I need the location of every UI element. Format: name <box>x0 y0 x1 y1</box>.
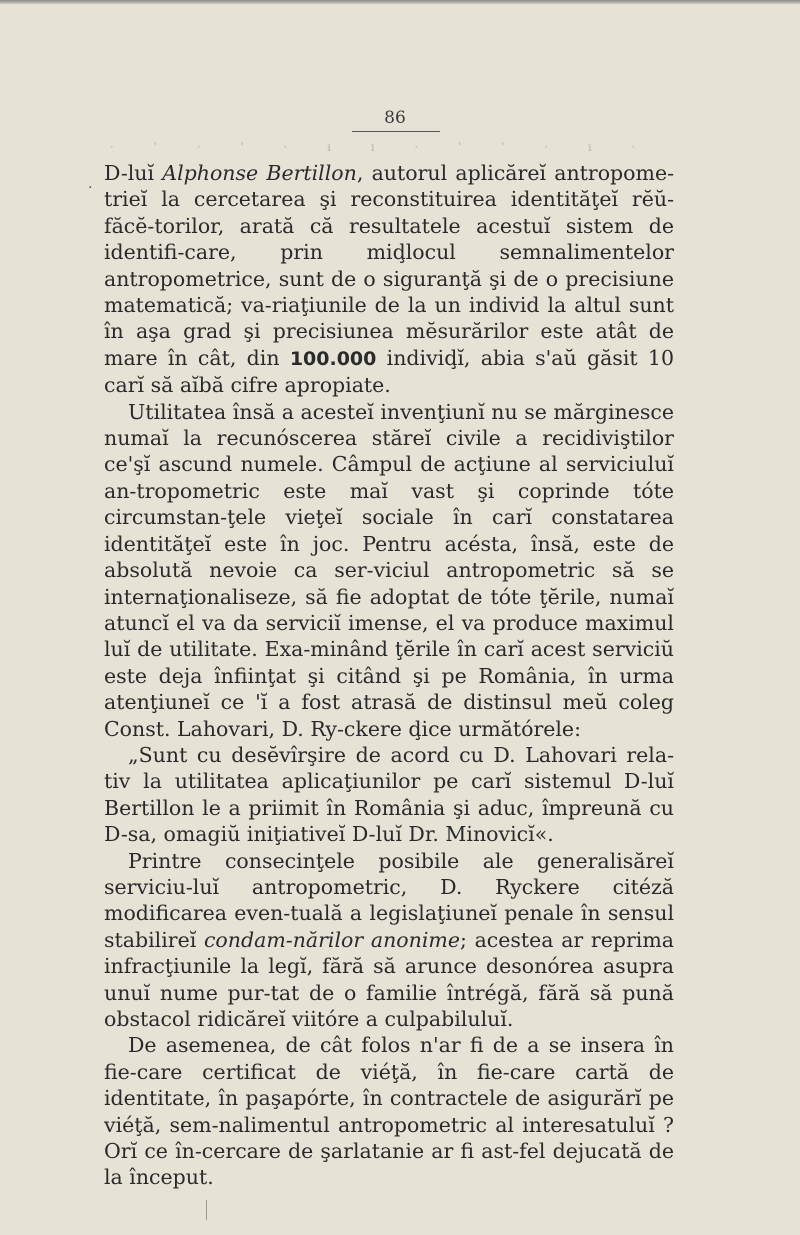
paragraph-p1 <box>104 160 674 399</box>
text-run: , autorul aplicăreĭ antropome-trieĭ la cercetarea şi reconstituirea identităţeĭ rĕŭ-făcĕ-torilor, arată că resultatele acestuĭ sistem de identifi-care, prin miḑlocul semnalimentelor antropometrice, sunt de o siguranţă şi de o precisiune matematică; va-riaţiunile de la un individ la altul sunt în aşa grad şi precisiunea mĕsurărilor este atât de mare în cât, din <box>104 161 674 370</box>
text-run: 100.000 <box>289 347 377 370</box>
text-run: condam-nărilor anonime <box>203 927 460 952</box>
text-run: indiviḑĭ, abia s'aŭ găsit 10 carĭ să aĭbă cifre apropiate. <box>104 345 674 398</box>
print-specks-decoration: · ' · ' · ı ı · ' ' · ı · <box>110 140 654 154</box>
bottom-margin-mark <box>206 1200 207 1220</box>
paragraph-p4 <box>104 848 674 1033</box>
text-run: Printre consecinţele posibile ale generalisăreĭ serviciu-luĭ antropometric, D. Ryckere citéză modificarea even-tuală a legislaţiuneĭ penale în sensul stabilireĭ <box>104 848 674 952</box>
margin-dot-mark: . <box>88 176 93 192</box>
text-run: D-luĭ <box>104 161 163 185</box>
paragraph-p3 <box>104 742 674 848</box>
text-run: Alphonse Bertillon <box>162 161 357 185</box>
paragraph-p2 <box>104 399 674 742</box>
paragraph-p5 <box>104 1032 674 1190</box>
page-number-rule <box>352 131 440 132</box>
body-text <box>104 160 674 1191</box>
text-run: De asemenea, de cât folos n'ar fi de a se insera în fie-care certificat de viéţă, în fie-care cartă de identitate, în paşapórte, în contractele de asigurărĭ pe viéţă, sem-nalimentul antropometric al interesatuluĭ ? Orĭ ce în-cercare de şarlatanie ar fi ast-fel dejucată de la început. <box>104 1033 674 1190</box>
text-run: ; acestea ar reprima infracţiunile la legĭ, fără să arunce desonórea asupra unuĭ nume pur-tat de o familie întrégă, fără să pună obstacol ridicăreĭ viitóre a culpabiluluĭ. <box>104 927 674 1031</box>
text-run: „Sunt cu desĕvîrşire de acord cu D. Lahovari rela-tiv la utilitatea aplicaţiunilor pe carĭ sistemul D-luĭ Bertillon le a priimit în România şi aduc, împreună cu D-sa, omagiŭ iniţiativeĭ D-luĭ Dr. Minovicĭ«. <box>104 742 674 847</box>
text-run: Utilitatea însă a acesteĭ invenţiunĭ nu se mărginesce numaĭ la recunóscerea stăreĭ civile a recidiviştilor ce'şĭ ascund numele. Câmpul de acţiune al serviciuluĭ an-tropometric este maĭ vast şi coprinde tóte circumstan-ţele vieţeĭ sociale în carĭ constatarea identităţeĭ este în joc. Pentru acésta, însă, este de absolută nevoie ca ser-viciul antropometric să se internaţionaliseze, să fie adoptat de tóte ţĕrile, numaĭ atuncĭ el va da serviciĭ imense, el va produce maximul luĭ de utilitate. Exa-minând ţĕrile în carĭ acest serviciŭ este deja înfiinţat şi citând şi pe România, în urma atenţiuneĭ ce 'ĭ a fost atrasă de distinsul meŭ coleg Const. Lahovari, D. Ry-ckere ḑice următórele: <box>104 399 674 741</box>
page-number: 86 <box>384 108 406 128</box>
top-edge-rule <box>0 0 800 4</box>
